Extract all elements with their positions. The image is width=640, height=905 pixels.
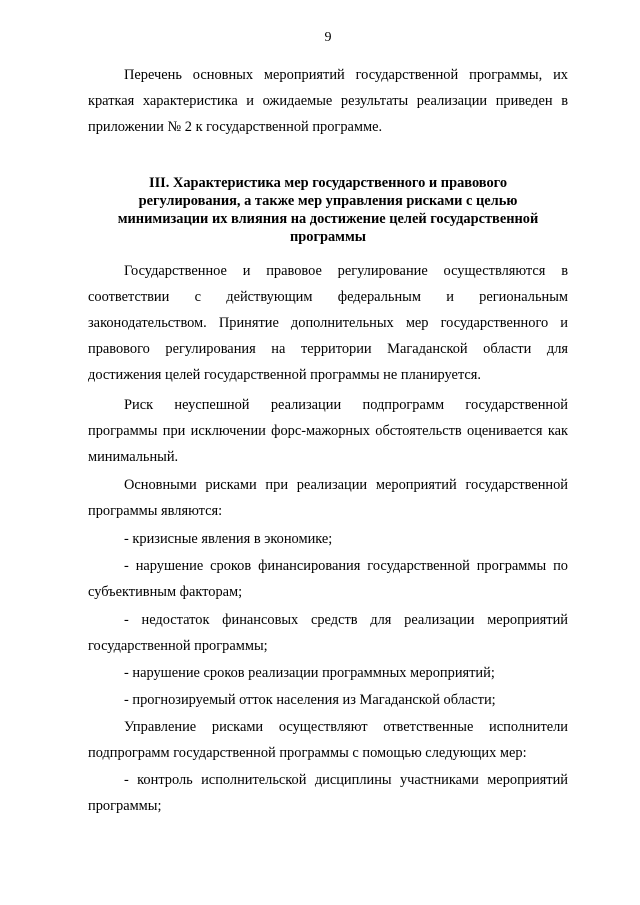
- list-item-funds-shortage: - недостаток финансовых средств для реализации мероприятий государственной программы;: [88, 612, 568, 654]
- section-heading: III. Характеристика мер государственного и правового регулирования, а также мер управления рисками с целью минимизации их влияния на достижение целей государственной программы: [117, 175, 539, 245]
- paragraph-regulation: Государственное и правовое регулирование осуществляются в соответствии с действующим федеральным и региональным законодательством. Принятие дополнительных мер государственного и правового регулирования на территории Магаданской области для достижения целей государственной программы не планируется.: [88, 263, 568, 383]
- list-item-financing-delay: - нарушение сроков финансирования государственной программы по субъективным факторам;: [88, 558, 568, 600]
- paragraph-main-risks: Основными рисками при реализации мероприятий государственной программы являются:: [88, 477, 568, 519]
- page-number: 9: [324, 30, 332, 45]
- list-item-discipline-control: - контроль исполнительской дисциплины участниками мероприятий программы;: [88, 772, 568, 814]
- paragraph-intro: Перечень основных мероприятий государственной программы, их краткая характеристика и ожидаемые результаты реализации приведен в приложении № 2 к государственной программе.: [88, 67, 568, 135]
- list-item-crisis: - кризисные явления в экономике;: [124, 531, 333, 547]
- list-item-population-outflow: - прогнозируемый отток населения из Магаданской области;: [124, 692, 496, 708]
- list-item-implementation-delay: - нарушение сроков реализации программных мероприятий;: [124, 665, 495, 681]
- paragraph-risk: Риск неуспешной реализации подпрограмм государственной программы при исключении форс-мажорных обстоятельств оценивается как минимальный.: [88, 397, 568, 465]
- paragraph-management: Управление рисками осуществляют ответственные исполнители подпрограмм государственной программы с помощью следующих мер:: [88, 719, 568, 761]
